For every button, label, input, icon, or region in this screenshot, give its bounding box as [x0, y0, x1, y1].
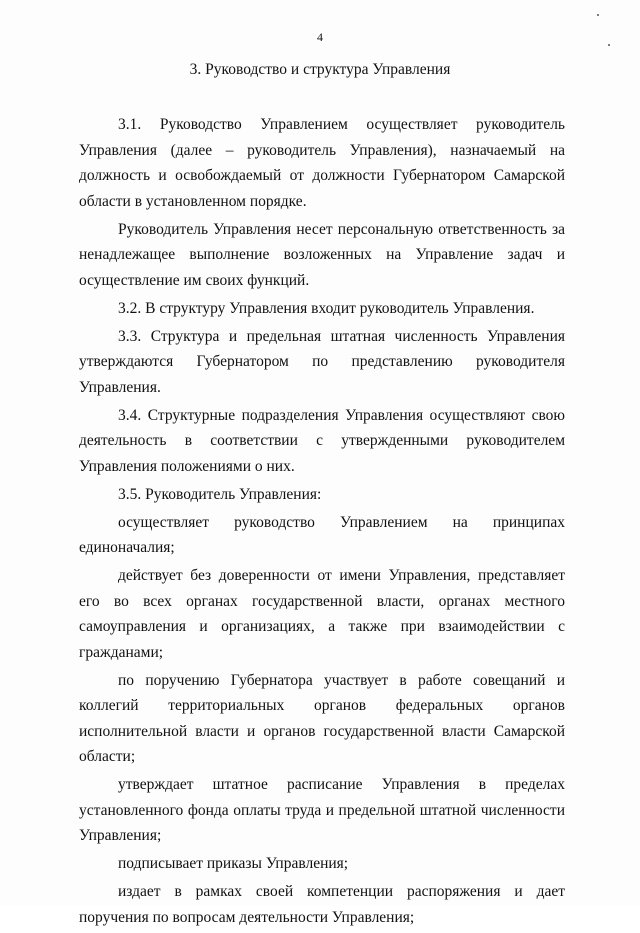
- paragraph-responsibility: Руководитель Управления несет персональную ответственность за ненадлежащее выполнение возложенных на Управление задач и осуществление им своих функций.: [79, 220, 565, 289]
- list-item-leadership: осуществляет руководство Управлением на принципах единоначалия;: [79, 513, 565, 556]
- scan-speck: [608, 44, 610, 46]
- paragraph-3-5: 3.5. Руководитель Управления:: [118, 485, 322, 503]
- paragraph-3-4: 3.4. Структурные подразделения Управления осуществляют свою деятельность в соответствии с утвержденными руководителем Управления положениями о них.: [79, 406, 565, 475]
- list-item-representation: действует без доверенности от имени Управления, представляет его во всех органах государственной власти, органах местного самоуправления и организациях, а также при взаимодействии с гражданами;: [79, 567, 565, 661]
- paragraph-3-2: 3.2. В структуру Управления входит руководитель Управления.: [118, 299, 535, 317]
- list-item-staffing: утверждает штатное расписание Управления в пределах установленного фонда оплаты труда и предельной штатной численности Управления;: [79, 776, 565, 844]
- section-title: 3. Руководство и структура Управления: [189, 61, 451, 78]
- paragraph-3-3: 3.3. Структура и предельная штатная численность Управления утверждаются Губернатором по представлению руководителя Управления.: [79, 327, 565, 396]
- list-item-meetings: по поручению Губернатора участвует в работе совещаний и коллегий территориальных органов федеральных органов исполнительной власти и органов государственной власти Самарской области;: [79, 671, 565, 765]
- list-item-directives: издает в рамках своей компетенции распоряжения и дает поручения по вопросам деятельности Управления;: [79, 883, 565, 926]
- page-number: 4: [317, 30, 323, 44]
- document-body: [79, 112, 565, 933]
- paragraph-3-1: 3.1. Руководство Управлением осуществляет руководитель Управления (далее – руководитель Управления), назначаемый на должность и освобождаемый от должности Губернатором Самарской области в установленном порядке.: [79, 116, 565, 210]
- scan-speck: [597, 14, 599, 16]
- list-item-orders: подписывает приказы Управления;: [118, 855, 349, 872]
